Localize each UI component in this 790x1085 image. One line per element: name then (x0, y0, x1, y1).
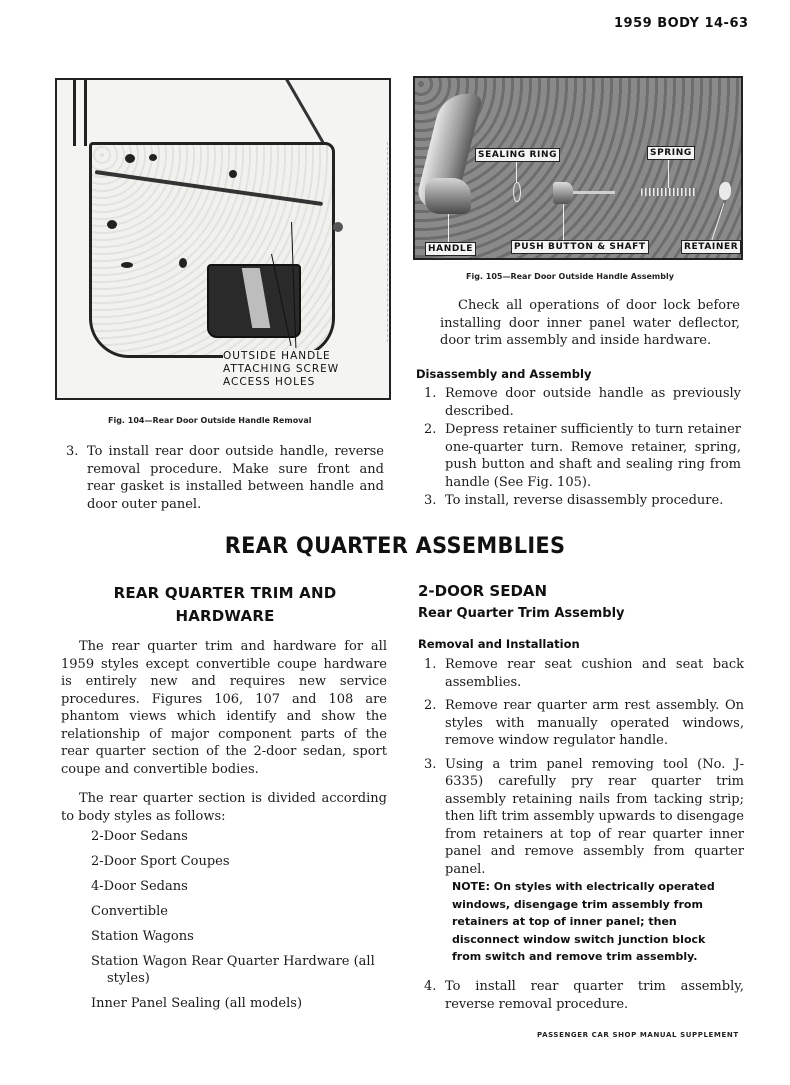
figure-105-handle-assembly-photo (413, 76, 743, 260)
step-text: Remove door outside handle as previously described. (445, 386, 741, 419)
body-style-item: Station Wagons (91, 929, 194, 944)
intro-paragraph: The rear quarter trim and hardware for all 1959 styles except convertible coupe hardware is entirely new and requires new service procedures. Figures 106, 107 and 108 are phantom views which identify and show the relationship of major component parts of the rear quarter section of the 2-door sedan, sport coupe and convertible bodies. (61, 639, 387, 777)
body-style-item: 2-Door Sport Coupes (91, 854, 230, 869)
label-retainer: RETAINER (681, 240, 741, 254)
body-styles-list (91, 828, 401, 1020)
step-number: 1. (424, 386, 437, 401)
figure-104-caption: Fig. 104—Rear Door Outside Handle Removal (108, 416, 312, 425)
step-number: 3. (424, 493, 437, 508)
body-style-item: 4-Door Sedans (91, 879, 188, 894)
label-leader-line (668, 160, 669, 188)
figure-105-caption: Fig. 105—Rear Door Outside Handle Assembly (466, 272, 674, 281)
left-section-title-line: HARDWARE (175, 607, 275, 625)
step-item (416, 656, 744, 691)
step-text: To install rear quarter trim assembly, reverse removal procedure. (445, 979, 744, 1012)
figure-104-callout (223, 350, 339, 389)
page-footer: PASSENGER CAR SHOP MANUAL SUPPLEMENT (537, 1031, 739, 1039)
label-leader-line (448, 214, 449, 244)
body-style-item: 2-Door Sedans (91, 829, 188, 844)
panel-hole (121, 262, 133, 268)
door-outer-panel (317, 142, 388, 342)
step-text: To install, reverse disassembly procedure. (445, 493, 724, 508)
step-number: 2. (424, 422, 437, 437)
disassembly-steps (416, 385, 741, 513)
main-section-title: REAR QUARTER ASSEMBLIES (224, 534, 566, 559)
step-number: 3. (66, 444, 79, 459)
label-spring: SPRING (647, 146, 695, 160)
figure-104-door-photo (55, 78, 391, 400)
check-paragraph: Check all operations of door lock before installing door inner panel water deflector, door trim assembly and inside hardware. (440, 298, 740, 348)
retainer-part (719, 182, 731, 200)
label-handle: HANDLE (425, 242, 476, 256)
label-leader-line (563, 204, 564, 244)
step-text: Depress retainer sufficiently to turn retainer one-quarter turn. Remove retainer, spring, push button and shaft and sealing ring from handle (See Fig. 105). (445, 422, 741, 490)
callout-line: ATTACHING SCREW (223, 363, 340, 375)
shaft-part (573, 191, 615, 194)
install-step (416, 978, 744, 1016)
handle-part-base (425, 178, 471, 214)
panel-hole (107, 220, 117, 229)
step-item (416, 492, 741, 510)
step-text: To install rear door outside handle, reverse removal procedure. Make sure front and rear gasket is installed between handle and door outer panel. (87, 444, 384, 512)
step-item (416, 756, 744, 879)
step-number: 4. (424, 979, 437, 994)
step-item (416, 978, 744, 1013)
left-section-title-line: REAR QUARTER TRIM AND (113, 584, 337, 602)
removal-heading: Removal and Installation (418, 637, 580, 651)
step-number: 2. (424, 698, 437, 713)
label-sealing-ring: SEALING RING (475, 148, 560, 162)
callout-line: ACCESS HOLES (223, 376, 316, 388)
left-section-title (60, 582, 390, 628)
removal-steps (416, 656, 744, 881)
body-style-item: Station Wagon Rear Quarter Hardware (all styles) (91, 954, 375, 986)
right-section-subtitle: Rear Quarter Trim Assembly (418, 606, 625, 621)
step-number: 1. (424, 657, 437, 672)
step-number: 3. (424, 756, 437, 772)
body-style-item: Convertible (91, 904, 168, 919)
division-paragraph: The rear quarter section is divided according to body styles as follows: (61, 791, 387, 824)
panel-hole (179, 258, 187, 268)
disassembly-heading: Disassembly and Assembly (416, 367, 592, 381)
window-frame (73, 80, 87, 146)
step-item (58, 443, 384, 513)
step-item (416, 421, 741, 491)
panel-hole (125, 154, 135, 163)
spring-part (641, 188, 697, 196)
body-style-item: Inner Panel Sealing (all models) (91, 996, 303, 1011)
callout-line: OUTSIDE HANDLE (223, 350, 331, 362)
push-button-part (553, 182, 573, 204)
panel-hole (149, 154, 157, 161)
window-channel (282, 78, 328, 149)
electric-windows-note: NOTE: On styles with electrically operated windows, disengage trim assembly from retainers at top of inner panel; then disconnect window switch junction block from switch and remove trim assembly. (452, 880, 715, 963)
step-text: Remove rear quarter arm rest assembly. On styles with manually operated windows, remove window regulator handle. (445, 698, 744, 748)
step-text: Using a trim panel removing tool (No. J-6335) carefully pry rear quarter trim assembly retaining nails from tacking strip; then lift trim assembly upwards to disengage from retainers at top of rear quarter inner panel and remove assembly from quarter panel. (445, 756, 744, 877)
page-header: 1959 BODY 14-63 (614, 16, 749, 31)
panel-hole (333, 222, 343, 232)
label-leader-line (516, 160, 517, 182)
label-push-button-shaft: PUSH BUTTON & SHAFT (511, 240, 649, 254)
panel-hole (229, 170, 237, 178)
label-leader-line (711, 203, 725, 243)
sealing-ring-part (513, 182, 521, 202)
right-section-title: 2-DOOR SEDAN (418, 582, 548, 600)
step-item (416, 697, 744, 750)
left-top-step (58, 443, 384, 516)
step-text: Remove rear seat cushion and seat back assemblies. (445, 657, 744, 690)
step-item (416, 385, 741, 420)
